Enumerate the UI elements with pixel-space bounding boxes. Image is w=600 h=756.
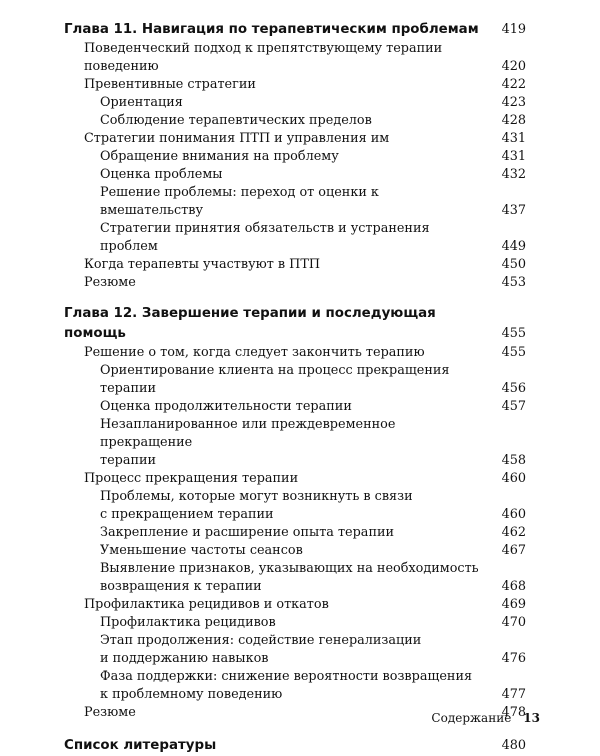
- toc-subentry[interactable]: [64, 416, 526, 470]
- page-number: 470: [501, 615, 526, 630]
- toc-entry[interactable]: [64, 274, 526, 292]
- toc-entry-title-line2: с прекращением терапии: [100, 507, 274, 522]
- chapter-title: Список литературы: [64, 738, 217, 753]
- page-number: 432: [501, 167, 526, 182]
- toc-entry[interactable]: [64, 596, 526, 614]
- toc-entry-title: Превентивные стратегии: [84, 77, 256, 92]
- chapter-title: Глава 11. Навигация по терапевтическим проблемам: [64, 22, 479, 37]
- toc-entry-title: [100, 668, 490, 704]
- toc-entry-title-line1: Фаза поддержки: снижение вероятности возвращения: [100, 669, 473, 684]
- page-number: 431: [501, 149, 526, 164]
- page-number: 437: [501, 203, 526, 218]
- toc-entry-title-line2: возвращения к терапии: [100, 579, 262, 594]
- toc-subentry[interactable]: [64, 398, 526, 416]
- toc-entry[interactable]: [64, 130, 526, 148]
- toc-entry-title: Резюме: [84, 275, 136, 290]
- toc-entry-title: [100, 632, 490, 668]
- toc-entry[interactable]: [64, 256, 526, 274]
- folio-page-number: 13: [523, 711, 540, 725]
- toc-subentry[interactable]: [64, 560, 526, 596]
- toc-entry-title: [100, 488, 490, 524]
- toc-subentry[interactable]: [64, 94, 526, 112]
- toc-entry-title: Оценка продолжительности терапии: [100, 399, 352, 414]
- toc-entry-title: Поведенческий подход к препятствующему терапии поведению: [84, 41, 443, 74]
- page-number: 453: [501, 275, 526, 290]
- page-number: 431: [501, 131, 526, 146]
- page-number: 423: [501, 95, 526, 110]
- spacer: [64, 292, 526, 304]
- toc-subentry[interactable]: [64, 668, 526, 704]
- toc-entry[interactable]: [64, 76, 526, 94]
- page-number: 449: [501, 239, 526, 254]
- chapter-11-heading[interactable]: [64, 20, 526, 40]
- toc-subentry[interactable]: [64, 166, 526, 184]
- page-number: 460: [501, 471, 526, 486]
- toc-entry-title: Резюме: [84, 705, 136, 720]
- page-number: 458: [501, 453, 526, 468]
- toc-entry-title: Оценка проблемы: [100, 167, 223, 182]
- toc-entry[interactable]: [64, 344, 526, 362]
- toc-subentry[interactable]: [64, 148, 526, 166]
- toc-entry-title: Решение проблемы: переход от оценки к вмешательству: [100, 185, 379, 218]
- toc-entry-title-line1: Этап продолжения: содействие генерализации: [100, 633, 422, 648]
- toc-subentry[interactable]: [64, 524, 526, 542]
- toc-entry-title: Закрепление и расширение опыта терапии: [100, 525, 395, 540]
- toc-entry-title-line1: Выявление признаков, указывающих на необходимость: [100, 561, 479, 576]
- page-number: 428: [501, 113, 526, 128]
- page-number: 467: [501, 543, 526, 558]
- toc-entry-title: Стратегии принятия обязательств и устранения проблем: [100, 221, 430, 254]
- toc-subentry[interactable]: [64, 362, 526, 398]
- page-number: 469: [501, 597, 526, 612]
- toc-subentry[interactable]: [64, 614, 526, 632]
- toc-entry-title: Профилактика рецидивов и откатов: [84, 597, 329, 612]
- toc-entry-title: Решение о том, когда следует закончить терапию: [84, 345, 425, 360]
- toc-entry[interactable]: [64, 40, 526, 76]
- toc-entry-title: Соблюдение терапевтических пределов: [100, 113, 372, 128]
- toc-entry-title: Уменьшение частоты сеансов: [100, 543, 303, 558]
- toc-entry-title: Ориентация: [100, 95, 183, 110]
- running-footer-section: Содержание: [431, 711, 512, 725]
- page-number: 455: [501, 345, 526, 360]
- references-heading[interactable]: [64, 736, 526, 756]
- page-number: 456: [501, 381, 526, 396]
- toc-entry-title-line1: Проблемы, которые могут возникнуть в связи: [100, 489, 413, 504]
- page-number: 455: [501, 326, 526, 341]
- toc-subentry[interactable]: [64, 542, 526, 560]
- toc-entry-title-line1: Незапланированное или преждевременное прекращение: [100, 417, 396, 450]
- toc-subentry[interactable]: [64, 220, 526, 256]
- toc-entry-title: Процесс прекращения терапии: [84, 471, 299, 486]
- toc-entry-title: Когда терапевты участвуют в ПТП: [84, 257, 321, 272]
- page-number: 419: [501, 22, 526, 37]
- page-number: 477: [501, 687, 526, 702]
- toc-entry-title-line2: терапии: [100, 453, 157, 468]
- toc-entry-title-line2: и поддержанию навыков: [100, 651, 269, 666]
- page-number: 478: [501, 705, 526, 720]
- page-number: 457: [501, 399, 526, 414]
- toc-entry-title: Стратегии понимания ПТП и управления им: [84, 131, 390, 146]
- page-number: 468: [501, 579, 526, 594]
- page-number: 420: [501, 59, 526, 74]
- chapter-title: Глава 12. Завершение терапии и последующая помощь: [64, 306, 436, 341]
- table-of-contents: [64, 20, 526, 756]
- page-number: 460: [501, 507, 526, 522]
- toc-entry-title-line2: к проблемному поведению: [100, 687, 283, 702]
- page-number: 450: [501, 257, 526, 272]
- toc-entry-title: Ориентирование клиента на процесс прекращения терапии: [100, 363, 450, 396]
- page-number: 476: [501, 651, 526, 666]
- page-number: 422: [501, 77, 526, 92]
- toc-entry-title: [100, 416, 490, 470]
- toc-subentry[interactable]: [64, 632, 526, 668]
- toc-subentry[interactable]: [64, 112, 526, 130]
- toc-entry-title: Профилактика рецидивов: [100, 615, 276, 630]
- toc-entry-title: Обращение внимания на проблему: [100, 149, 339, 164]
- toc-subentry[interactable]: [64, 488, 526, 524]
- toc-subentry[interactable]: [64, 184, 526, 220]
- page-number: 462: [501, 525, 526, 540]
- page-number: 480: [501, 738, 526, 753]
- page-footer: [431, 710, 540, 726]
- chapter-12-heading[interactable]: [64, 304, 526, 344]
- toc-entry-title: [100, 560, 490, 596]
- toc-entry[interactable]: [64, 470, 526, 488]
